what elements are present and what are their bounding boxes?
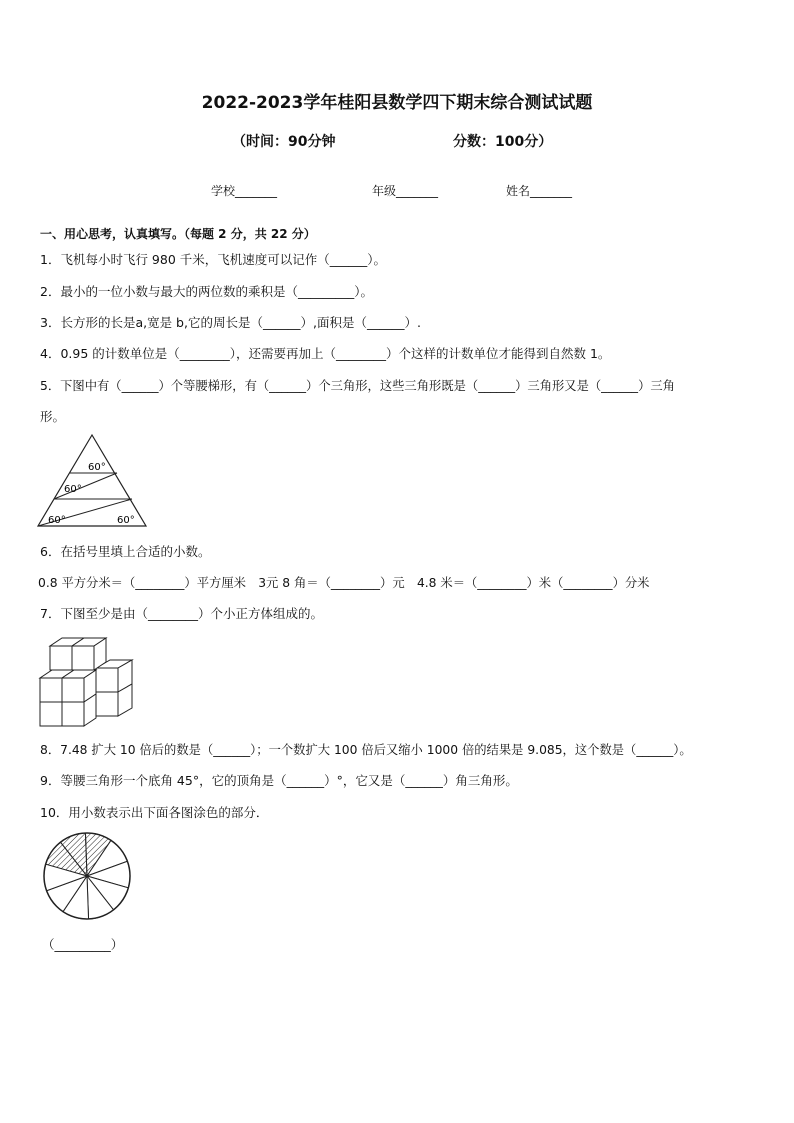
question-10-answer: （_________） [42,937,124,952]
question-3: 3．长方形的长是a,宽是 b,它的周长是（______）,面积是（______）. [40,315,421,330]
question-7: 7．下图至少是由（________）个小正方体组成的。 [40,606,323,621]
angle-label-middle: 60° [64,484,82,495]
angle-label-top: 60° [88,462,106,473]
angle-label-bottom-right: 60° [117,515,135,526]
question-6-items: 0.8 平方分米＝（________）平方厘米 3元 8 角＝（________）元 4.8 米＝（________）米（________）分米 [38,576,650,590]
question-4: 4．0.95 的计数单位是（________），还需要再加上（________）个这样的计数单位才能得到自然数 1。 [40,346,611,361]
question-8: 8．7.48 扩大 10 倍后的数是（______）；一个数扩大 100 倍后又缩小 1000 倍的结果是 9.085，这个数是（______）。 [40,743,692,757]
grade-field: 年级_______ [372,184,439,198]
question-5-continued: 形。 [40,409,66,424]
school-field: 学校_______ [211,184,278,198]
angle-label-bottom-left: 60° [48,515,66,526]
page-title: 2022-2023学年桂阳县数学四下期末综合测试试题 [201,93,593,113]
question-2: 2．最小的一位小数与最大的两位数的乘积是（_________）。 [40,284,373,299]
section-heading: 一、用心思考，认真填写。（每题 2 分，共 22 分） [40,227,316,241]
exam-time: （时间：90分钟 [232,134,336,150]
question-1: 1．飞机每小时飞行 980 千米，飞机速度可以记作（______）。 [40,252,387,267]
question-10: 10．用小数表示出下面各图涂色的部分． [40,805,269,820]
cube-figure [38,636,138,726]
question-6: 6．在括号里填上合适的小数。 [40,544,211,559]
circle-figure [42,831,132,921]
question-9: 9．等腰三角形一个底角 45°，它的顶角是（______）°，它又是（______）角三角形。 [40,773,518,788]
name-field: 姓名_______ [506,184,573,198]
exam-score: 分数：100分） [453,134,553,150]
question-5: 5．下图中有（______）个等腰梯形，有（______）个三角形，这些三角形既是（______）三角形又是（______）三角 [40,379,675,393]
triangle-figure [36,432,150,528]
